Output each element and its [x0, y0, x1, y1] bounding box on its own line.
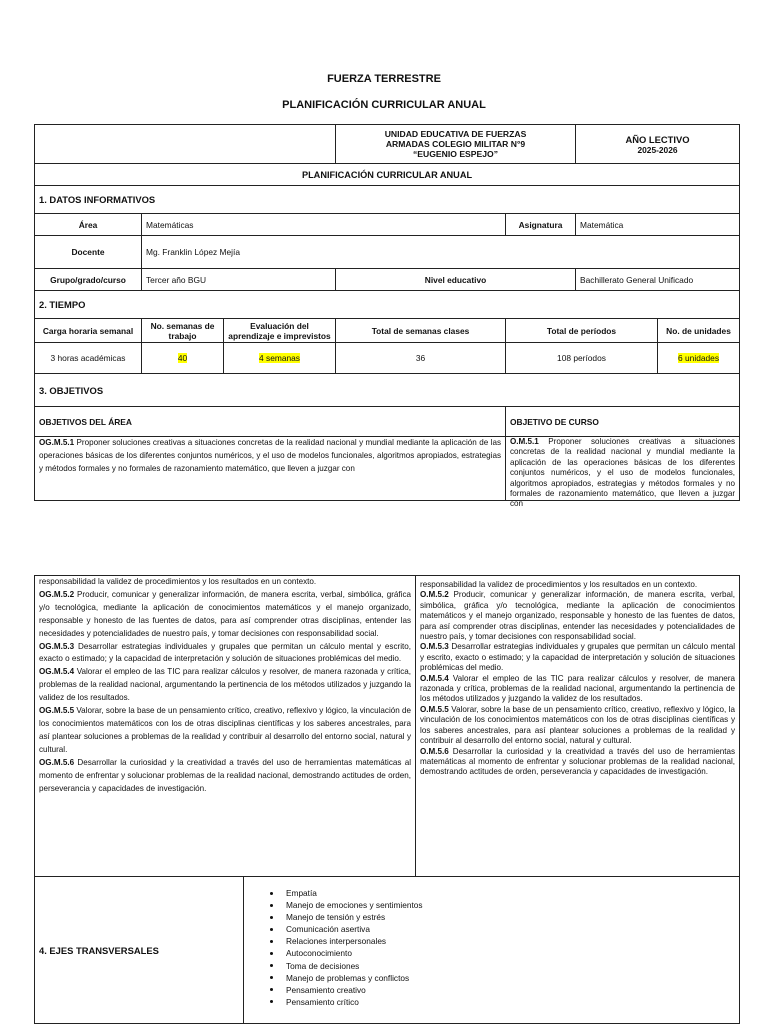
section-ejes-transversales: 4. EJES TRANSVERSALES [35, 877, 244, 1024]
docente-value: Mg. Franklin López Mejía [142, 236, 740, 269]
tiempo-evaluacion-cell [224, 343, 336, 374]
objetivo-curso-item: O.M.5.6 Desarrollar la curiosidad y la creatividad a través del uso de herramientas matemáticas al momento de enfrentar y solucionar problemas de la realidad nacional, demostrando actitudes de orden, perseverancia y capacidades de investigación. [420, 746, 736, 777]
tiempo-unidades-cell [658, 343, 740, 374]
objetivo-curso-item: O.M.5.3 Desarrollar estrategias individuales y grupales que permitan un cálculo mental y escrito, exacto o estimado; y la capacidad de interpretación y solución de situaciones problémicas del medio. [420, 642, 736, 673]
area-label: Área [35, 214, 142, 236]
tiempo-periodos-value: 108 períodos [506, 343, 658, 374]
tiempo-total-semanas-value: 36 [336, 343, 506, 374]
objetivos-curso-continued [416, 576, 740, 877]
nivel-label: Nivel educativo [336, 269, 576, 291]
tiempo-semanas-cell [142, 343, 224, 374]
plan-title: PLANIFICACIÓN CURRICULAR ANUAL [35, 164, 740, 186]
docente-label: Docente [35, 236, 142, 269]
empty-header-cell [35, 125, 336, 164]
tiempo-header-unidades: No. de unidades [658, 319, 740, 343]
document-title: FUERZA TERRESTRE [327, 73, 441, 85]
eje-item: Pensamiento creativo [286, 984, 735, 996]
objetivo-curso-item: O.M.5.2 Producir, comunicar y generalizar información, de manera escrita, verbal, simbólica, gráfica y/o tecnológica, mediante la aplicación de conocimientos matemáticos y el manejo organizado, responsable y honesto de las fuentes de datos, para así comprender otras disciplinas, entender las necesidades y potencialidades de nuestro país, y tomar decisiones con responsabilidad social. [420, 590, 736, 642]
eje-item: Manejo de tensión y estrés [286, 911, 735, 923]
eje-item: Relaciones interpersonales [286, 935, 735, 947]
eje-item: Autoconocimiento [286, 947, 735, 959]
objetivo-area-item: OG.M.5.5 Valorar, sobre la base de un pensamiento crítico, creativo, reflexivo y lógico, la vinculación de los conocimientos matemáticos con los de otras disciplinas científicas y los saberes ancestrales, para así plantear soluciones a problemas de la realidad y contribuir al desarrollo del entorno social, natural y cultural. [39, 706, 412, 754]
objetivo-area-item: OG.M.5.6 Desarrollar la curiosidad y la creatividad a través del uso de herramientas matemáticas al momento de enfrentar y solucionar problemas de la realidad nacional, demostrando actitudes de orden, perseverancia y capacidades de investigación. [39, 757, 412, 793]
area-value: Matemáticas [142, 214, 506, 236]
objetivo-curso-cell [506, 437, 740, 509]
eje-item: Manejo de problemas y conflictos [286, 972, 735, 984]
objetivo-curso-item: responsabilidad la validez de procedimientos y los resultados en un contexto. [420, 580, 698, 589]
objetivo-curso-item: O.M.5.4 Valorar el empleo de las TIC para realizar cálculos y resolver, de manera razonada y crítica, problemas de la realidad nacional, argumentando la pertinencia de los métodos utilizados y juzgando la validez de los resultados. [420, 673, 736, 704]
objetivo-area-cell [35, 437, 506, 501]
eje-item: Comunicación asertiva [286, 923, 735, 935]
objetivo-curso-item: O.M.5.5 Valorar, sobre la base de un pensamiento crítico, creativo, reflexivo y lógico, la vinculación de los conocimientos matemáticos con los de otras disciplinas científicas y los saberes ancestrales, para así plantear soluciones a problemas de la realidad y contribuir al desarrollo del entorno social, natural y cultural. [420, 704, 736, 746]
objetivos-area-header: OBJETIVOS DEL ÁREA [35, 407, 506, 437]
objetivo-area-item: OG.M.5.1 Proponer soluciones creativas a situaciones concretas de la realidad nacional y mundial mediante la aplicación de las operaciones básicas de los diferentes conjuntos numéricos, y el uso de modelos funcionales, algoritmos apropiados, estrategias y métodos formales y no formales de razonamiento matemático, que lleven a juzgar con [39, 438, 501, 473]
section-objetivos: 3. OBJETIVOS [35, 374, 740, 407]
grupo-label: Grupo/grado/curso [35, 269, 142, 291]
tiempo-header-carga: Carga horaria semanal [35, 319, 142, 343]
tiempo-header-periodos: Total de períodos [506, 319, 658, 343]
tiempo-header-evaluacion: Evaluación del aprendizaje e imprevistos [224, 319, 336, 343]
tiempo-evaluacion-value: 4 semanas [259, 353, 300, 363]
eje-item: Toma de decisiones [286, 960, 735, 972]
eje-item: Empatía [286, 887, 735, 899]
section-datos-informativos: 1. DATOS INFORMATIVOS [35, 186, 740, 214]
objetivos-curso-header: OBJETIVO DE CURSO [506, 407, 740, 437]
objetivo-area-item: OG.M.5.2 Producir, comunicar y generalizar información, de manera escrita, verbal, simbólica, gráfica y/o tecnológica, mediante la aplicación de conocimientos matemáticos y el manejo organizado, responsable y honesto de las fuentes de datos, para así comprender otras disciplinas, entender las necesidades y potencialidades de nuestro país, y tomar decisiones con responsabilidad social. [39, 589, 412, 638]
tiempo-header-semanas: No. semanas de trabajo [142, 319, 224, 343]
planning-table-continued [34, 575, 740, 1024]
section-tiempo: 2. TIEMPO [35, 291, 740, 319]
planning-table [34, 124, 740, 509]
nivel-value: Bachillerato General Unificado [576, 269, 740, 291]
objetivo-area-item: OG.M.5.4 Valorar el empleo de las TIC para realizar cálculos y resolver, de manera razonada y crítica, problemas de la realidad nacional, argumentando la pertinencia de los métodos utilizados y juzgando la validez de los resultados. [39, 667, 412, 703]
tiempo-unidades-value: 6 unidades [678, 353, 720, 363]
document-subtitle: PLANIFICACIÓN CURRICULAR ANUAL [282, 99, 486, 111]
asignatura-label: Asignatura [506, 214, 576, 236]
tiempo-semanas-value: 40 [177, 353, 188, 363]
institution-name: UNIDAD EDUCATIVA DE FUERZAS ARMADAS COLEGIO MILITAR N°9 “EUGENIO ESPEJO” [336, 125, 576, 164]
tiempo-header-total-semanas: Total de semanas clases [336, 319, 506, 343]
ejes-list [248, 887, 735, 1008]
objetivo-area-item: OG.M.5.3 Desarrollar estrategias individuales y grupales que permitan un cálculo mental y escrito, exacto o estimado; y la capacidad de interpretación y solución de situaciones problémicas del medio. [39, 641, 412, 664]
tiempo-carga-value: 3 horas académicas [35, 343, 142, 374]
objetivo-area-item: responsabilidad la validez de procedimientos y los resultados en un contexto. [39, 577, 317, 586]
grupo-value: Tercer año BGU [142, 269, 336, 291]
objetivos-area-continued [35, 576, 416, 877]
school-year: AÑO LECTIVO 2025-2026 [576, 125, 740, 164]
objetivo-curso-item: O.M.5.1 Proponer soluciones creativas a situaciones concretas de la realidad nacional y mundial mediante la aplicación de las operaciones básicas de los diferentes conjuntos numéricos, y el uso de modelos funcionales, algoritmos apropiados, estrategias y métodos formales y no formales de razonamiento matemático, que lleven a juzgar con [510, 437, 736, 509]
eje-item: Pensamiento crítico [286, 996, 735, 1008]
eje-item: Manejo de emociones y sentimientos [286, 899, 735, 911]
asignatura-value: Matemática [576, 214, 740, 236]
ejes-list-cell [244, 877, 740, 1024]
